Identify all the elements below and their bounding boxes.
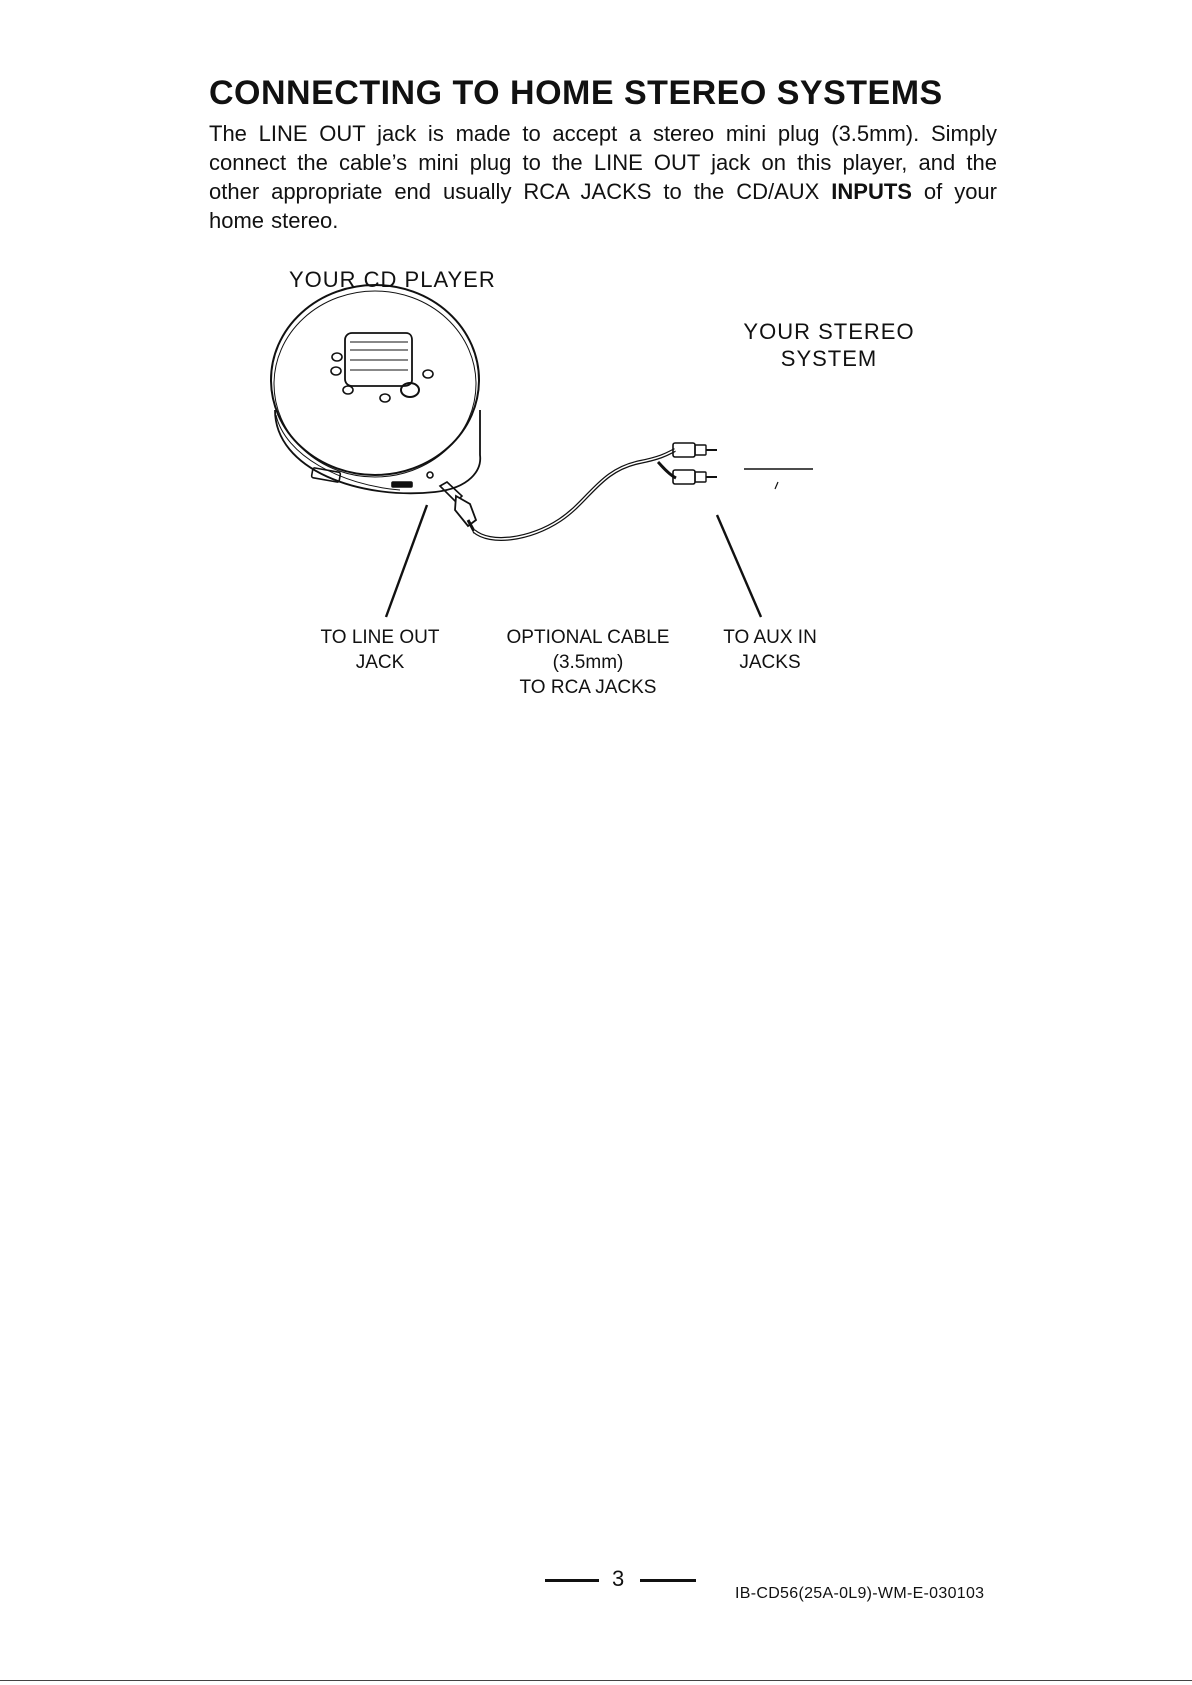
callout-aux-line-1: TO AUX IN: [723, 627, 817, 648]
page-bottom-edge: [0, 1680, 1192, 1681]
section-heading: CONNECTING TO HOME STEREO SYSTEMS: [209, 74, 943, 112]
callout-aux-in: [710, 625, 830, 675]
paragraph-text-end: of your home stereo.: [209, 179, 997, 233]
callout-cable-line-2: (3.5mm): [552, 652, 624, 673]
callout-cable-line-1: OPTIONAL CABLE: [506, 627, 670, 648]
callout-line-line-out: [386, 505, 427, 617]
callout-line-out-line-1: TO LINE OUT: [320, 627, 440, 648]
cd-player-label: YOUR CD PLAYER: [289, 267, 496, 292]
callout-optional-cable: [488, 625, 688, 700]
page-number-rule-left: [545, 1579, 599, 1582]
paragraph-text-start: The LINE OUT jack is made to accept a stereo mini plug (3.5mm). Simply connect the cable’s mini plug to the LINE OUT jack on this player, and the other appropriate end usually RCA JACKS to the CD/AUX: [209, 121, 997, 204]
document-code: IB-CD56(25A-0L9)-WM-E-030103: [735, 1585, 985, 1602]
callout-cable-line-3: TO RCA JACKS: [519, 677, 657, 698]
page-number-rule-right: [640, 1579, 696, 1582]
callout-aux-line-2: JACKS: [739, 652, 801, 673]
callout-lines: [386, 505, 761, 617]
paragraph-bold-inputs: INPUTS: [831, 179, 912, 204]
stereo-system-outline: [744, 469, 813, 489]
cd-player-illustration: [271, 285, 480, 493]
stereo-label-line-1: YOUR STEREO: [743, 319, 915, 344]
callout-line-aux-in: [717, 515, 761, 617]
page-number: 3: [612, 1566, 625, 1591]
mini-plug-cable: [440, 443, 717, 539]
stereo-label-line-2: SYSTEM: [780, 346, 878, 371]
stereo-system-label: [726, 318, 932, 372]
callout-line-out-line-2: JACK: [355, 652, 405, 673]
callout-line-out: [300, 625, 460, 675]
